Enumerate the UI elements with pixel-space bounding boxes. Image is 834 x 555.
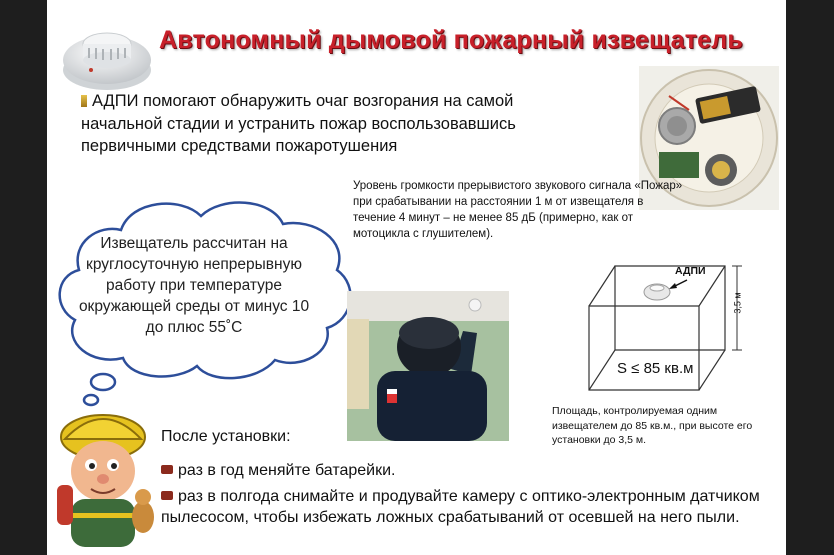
cloud-text: Извещатель рассчитан на круглосуточную непрерывную работу при температуре окружающей среды от минус 10 до плюс 55˚С <box>78 235 310 336</box>
intro-text: АДПИ помогают обнаружить очаг возгорания на самой начальной стадии и устранить пожар воспользовавшись первичными средствами пожаротушения <box>81 92 516 155</box>
height-label: 3,5 м <box>732 292 743 314</box>
slide <box>47 0 786 555</box>
area-note: Площадь, контролируемая одним извещателем до 85 кв.м., при высоте его установки до 3,5 м. <box>552 405 753 446</box>
tip-item: раз в год меняйте батарейки. <box>161 460 771 481</box>
installer-image <box>347 291 509 441</box>
after-install-heading: После установки: <box>161 428 291 445</box>
bullet-icon <box>81 95 87 107</box>
room-diagram <box>585 258 745 398</box>
smoke-detector-image <box>61 14 153 94</box>
sound-level-text: Уровень громкости прерывистого звукового сигнала «Пожар» при срабатывании на расстоянии 1 м от извещателя в течение 4 минут – не менее 85 дБ (примерно, как от мотоцикла с глушителем). <box>353 180 683 240</box>
area-label: S ≤ 85 кв.м <box>617 360 694 377</box>
tip-item: раз в полгода снимайте и продувайте камеру с оптико-электронным датчиком пылесосом, чтобы избежать ложных срабатываний от осевшей на него пыли. <box>161 488 760 526</box>
page-title: Автономный дымовой пожарный извещатель <box>159 26 743 54</box>
detector-label: АДПИ <box>675 265 706 277</box>
bullet-icon <box>161 491 173 500</box>
bullet-icon <box>161 465 173 474</box>
firefighter-mascot-image <box>51 405 157 551</box>
